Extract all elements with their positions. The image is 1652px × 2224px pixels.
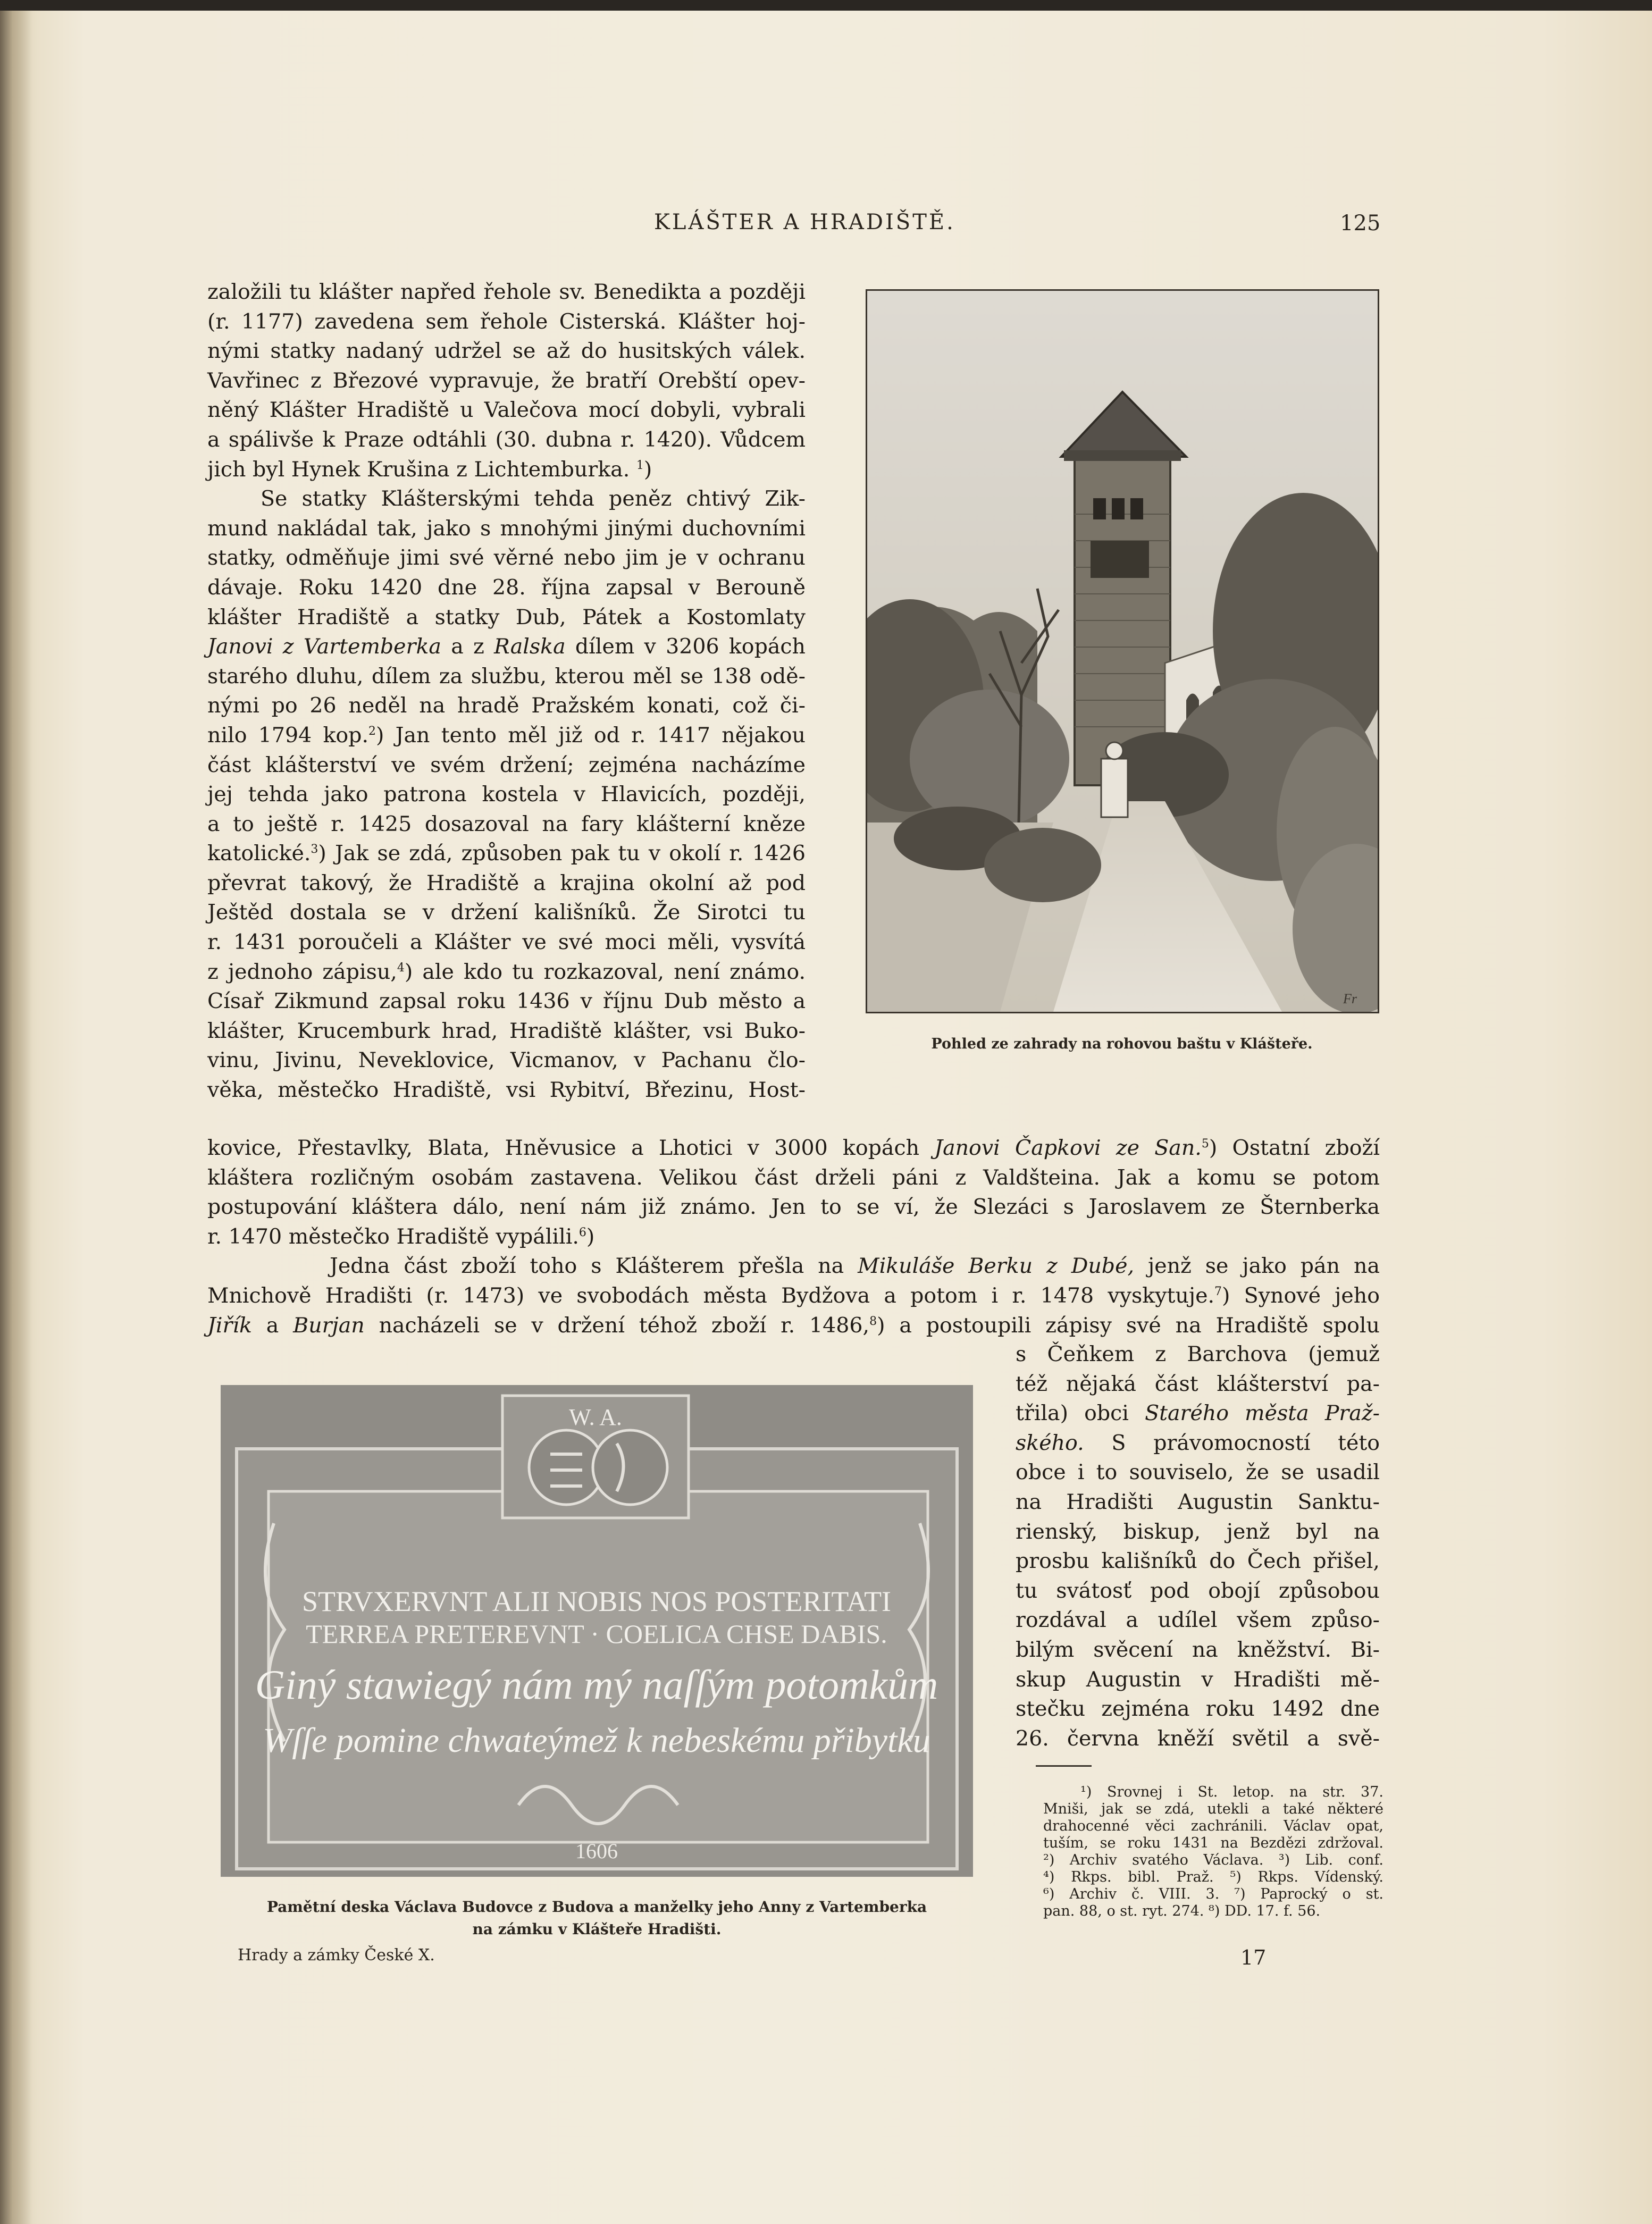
text-line: Vavřinec z Březové vypravuje, že bratří Orebští opev- (207, 368, 806, 393)
text-line: starého dluhu, dílem za službu, kterou měl se 138 odě- (207, 664, 806, 689)
footnote-rule (1036, 1765, 1092, 1767)
text-line: obce i to souviselo, že se usadil (1016, 1460, 1380, 1485)
text-line: Ještěd dostala se v držení kališníků. Že Sirotci tu (207, 900, 806, 925)
text-line: z jednoho zápisu,$^4$) ale kdo tu rozkazoval, není známo. (207, 959, 806, 984)
caption-line: na zámku v Klášteře Hradišti. (472, 1920, 722, 1938)
place-name: Starého města Praž- (1145, 1401, 1380, 1426)
text-fragment: třila) obci (1016, 1401, 1129, 1426)
text-line: nilo 1794 kop.$^2$) Jan tento měl již od r. 1417 nějakou (207, 723, 806, 748)
footnote-line: ²) Archiv svatého Václava. ³) Lib. conf. (1043, 1852, 1383, 1868)
running-head: KLÁŠTER A HRADIŠTĚ. (654, 210, 955, 234)
text-fragment: jich byl Hynek Krušina z Lichtemburka. (207, 457, 630, 482)
text-line: (r. 1177) zavedena sem řehole Cisterská. Klášter hoj- (207, 309, 806, 334)
footnote-line: tuším, se roku 1431 na Bezdězi zdržoval. (1043, 1835, 1383, 1851)
note-mark: 6 (578, 1226, 586, 1239)
full-width-text (207, 1134, 1380, 1340)
text-line (207, 632, 806, 662)
text-fragment: Ostatní zboží (1232, 1136, 1380, 1160)
gutter-shadow (0, 11, 32, 2224)
text-fragment: z jednoho zápisu, (207, 959, 397, 984)
memorial-plaque-image (221, 1385, 973, 1877)
person-name: Mikuláše Berku z Dubé, (858, 1254, 1135, 1279)
text-fragment: Synové jeho (1244, 1283, 1380, 1308)
text-line: Císař Zikmund zapsal roku 1436 v říjnu Dub město a (207, 989, 806, 1014)
text-fragment: nacházeli se v držení téhož zboží r. 1486, (379, 1313, 870, 1338)
plaque-caption (221, 1896, 973, 1941)
place-name: Ralska (494, 634, 566, 659)
plaque-latin-line: TERREA PRETEREVNT · COELICA CHSE DABIS. (306, 1619, 887, 1649)
note-mark: 4 (397, 961, 405, 975)
page-number: 125 (1340, 211, 1381, 236)
footnote-line: Mniši, jak se zdá, utekli a také některé (1043, 1801, 1383, 1817)
text-line: 26. června kněží světil a svě- (1016, 1726, 1380, 1751)
plaque-drawing (221, 1385, 973, 1877)
plaque-latin-line: STRVXERVNT ALII NOBIS NOS POSTERITATI (301, 1585, 892, 1617)
text-line: postupování kláštera dálo, není nám již známo. Jen to se ví, že Slezáci s Jaroslavem ze Šternberka (207, 1195, 1380, 1220)
footnote-line: ⁴) Rkps. bibl. Praž. ⁵) Rkps. Vídenský. (1043, 1869, 1383, 1885)
text-fragment: kovice, Přestavlky, Blata, Hněvusice a Lhotici v 3000 kopách (207, 1136, 920, 1160)
note-mark: 5 (1201, 1137, 1209, 1151)
text-fragment: Jan tento měl již od r. 1417 nějakou (395, 723, 806, 748)
text-fragment: katolické. (207, 841, 311, 866)
caption-line: Pamětní deska Václava Budovce z Budova a manželky jeho Anny z Vartemberka (266, 1898, 927, 1916)
text-fragment: nilo 1794 kop. (207, 723, 369, 748)
text-line: s Čeňkem z Barchova (jemuž (1016, 1342, 1380, 1366)
text-line: r. 1431 poroučeli a Klášter ve své moci měli, vysvítá (207, 930, 806, 955)
text-line: statky, odměňuje jimi své věrné nebo jim je v ochranu (207, 545, 806, 570)
text-line: a spálivše k Praze odtáhli (30. dubna r. 1420). Vůdcem (207, 427, 806, 452)
text-line: klášter Hradiště a statky Dub, Pátek a Kostomlaty (207, 605, 806, 630)
text-line: jich byl Hynek Krušina z Lichtemburka. $^1$) (207, 457, 652, 482)
note-mark: 1 (636, 458, 644, 472)
text-line: kovice, Přestavlky, Blata, Hněvusice a Lhotici v 3000 kopách Janovi Čapkovi ze San.$^5$) Ostatní zboží (207, 1136, 1380, 1160)
person-name: Jiřík (207, 1313, 252, 1338)
text-line: též nějaká část klášterství pa- (1016, 1371, 1380, 1396)
text-line: jej tehda jako patrona kostela v Hlavicích, později, (207, 782, 806, 807)
text-fragment: r. 1470 městečko Hradiště vypálili. (207, 1224, 579, 1249)
plaque-czech-line: Wſſe pomine chwateýmež k nebeskému přibytku (263, 1721, 930, 1760)
text-fragment: a postoupili zápisy své na Hradiště spolu (899, 1313, 1380, 1338)
note-mark: 2 (368, 724, 376, 738)
text-fragment: a z (451, 634, 484, 659)
text-line: r. 1470 městečko Hradiště vypálili.$^6$) (207, 1224, 595, 1249)
artist-monogram: Fr (1343, 991, 1357, 1006)
person-name: Janovi z Vartemberka (207, 634, 441, 659)
text-line: kláštera rozličným osobám zastavena. Velikou část drželi páni z Valdšteina. Jak a komu se potom (207, 1165, 1380, 1190)
plaque-year: 1606 (575, 1839, 618, 1863)
text-line: tu svátosť pod obojí způsobou (1016, 1578, 1380, 1603)
text-line: Jiřík a Burjan nacházeli se v držení téhož zboží r. 1486,$^8$) a postoupili zápisy své na Hradiště spolu (207, 1313, 1380, 1338)
note-mark: 3 (311, 843, 318, 857)
person-name: Janovi Čapkovi ze San. (934, 1136, 1202, 1160)
text-line: převrat takový, že Hradiště a krajina okolní až pod (207, 870, 806, 895)
text-line: stečku zejména roku 1492 dne (1016, 1697, 1380, 1722)
plaque-initials: W. A. (569, 1404, 622, 1430)
text-fragment: S právomocností této (1111, 1430, 1380, 1455)
text-line: nými statky nadaný udržel se až do husitských válek. (207, 339, 806, 364)
text-line (1016, 1399, 1380, 1429)
text-line: klášter, Krucemburk hrad, Hradiště klášter, vsi Buko- (207, 1018, 806, 1043)
text-fragment: Mnichově Hradišti (r. 1473) ve svobodách města Bydžova a potom i r. 1478 vyskytuje. (207, 1283, 1215, 1308)
text-line: mund nakládal tak, jako s mnohými jinými duchovními (207, 516, 806, 541)
text-line: bilým svěcení na kněžství. Bi- (1016, 1637, 1380, 1662)
text-fragment: jenž se jako pán na (1147, 1254, 1380, 1279)
footnote-line: drahocenné věci zachránili. Václav opat, (1043, 1818, 1383, 1834)
text-line: a to ještě r. 1425 dosazoval na fary klášterní kněze (207, 811, 806, 836)
photo-caption: Pohled ze zahrady na rohovou baštu v Klášteře. (931, 1036, 1313, 1052)
tower-drawing (867, 291, 1378, 1012)
text-line: katolické.$^3$) Jak se zdá, způsoben pak tu v okolí r. 1426 (207, 841, 806, 866)
text-line: prosbu kališníků do Čech přišel, (1016, 1549, 1380, 1574)
text-line: část klášterství ve svém držení; zejména nacházíme (207, 752, 806, 777)
tower-illustration (866, 289, 1379, 1013)
text-line (1016, 1429, 1380, 1458)
text-line: nými po 26 neděl na hradě Pražském konati, což či- (207, 693, 806, 718)
series-title: Hrady a zámky České X. (238, 1946, 435, 1965)
text-line: založili tu klášter napřed řehole sv. Benedikta a později (207, 280, 806, 304)
note-mark: 7 (1214, 1285, 1222, 1298)
person-name: Burjan (293, 1313, 365, 1338)
note-mark: 8 (869, 1314, 877, 1328)
footnote-line: pan. 88, o st. ryt. 274. ⁸) DD. 17. f. 56. (1043, 1903, 1321, 1919)
text-fragment: a (266, 1313, 279, 1338)
text-fragment: dílem v 3206 kopách (575, 634, 806, 659)
signature-mark: 17 (1240, 1946, 1267, 1969)
footnote-line: ¹) Srovnej i St. letop. na str. 37. (1080, 1784, 1383, 1800)
text-line: věka, městečko Hradiště, vsi Rybitví, Březinu, Host- (207, 1078, 806, 1103)
text-line: Se statky Klášterskými tehda peněz chtivý Zik- (261, 486, 806, 511)
text-line: rienský, biskup, jenž byl na (1016, 1519, 1380, 1544)
place-name: ského. (1016, 1430, 1084, 1455)
left-column-text (207, 278, 806, 1105)
text-line: něný Klášter Hradiště u Valečova mocí dobyli, vybrali (207, 398, 806, 423)
text-fragment: ale kdo tu rozkazoval, není známo. (422, 959, 806, 984)
text-line: vinu, Jivinu, Neveklovice, Vicmanov, v Pachanu člo- (207, 1048, 806, 1073)
right-column-text (1016, 1340, 1380, 1753)
text-line (207, 1252, 1380, 1281)
text-fragment: Jedna část zboží toho s Klášterem přešla na (330, 1254, 844, 1279)
text-line: na Hradišti Augustin Sanktu- (1016, 1489, 1380, 1514)
text-line: Mnichově Hradišti (r. 1473) ve svobodách města Bydžova a potom i r. 1478 vyskytuje.$^7$) Synové jeho (207, 1283, 1380, 1308)
footnote-line: ⁶) Archiv č. VIII. 3. ⁷) Paprocký o st. (1043, 1886, 1383, 1902)
text-line: skup Augustin v Hradišti mě- (1016, 1667, 1380, 1692)
text-fragment: Jak se zdá, způsoben pak tu v okolí r. 1426 (334, 841, 806, 866)
plaque-czech-line: Giný stawiegý nám mý naſſým potomkům (255, 1661, 938, 1708)
footnotes (1043, 1784, 1383, 1920)
text-line: dávaje. Roku 1420 dne 28. října zapsal v Berouně (207, 575, 806, 600)
text-line: rozdával a udílel všem způso- (1016, 1608, 1380, 1633)
